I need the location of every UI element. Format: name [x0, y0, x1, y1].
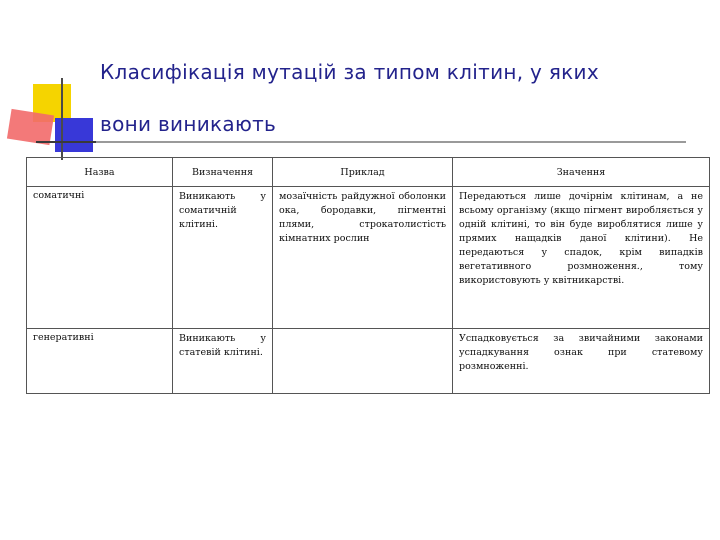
header-example: Приклад: [273, 158, 453, 187]
decor-horizontal-line-dark: [36, 141, 96, 143]
cell-definition: Виникають у статевій клітині.: [173, 329, 273, 394]
slide-title: [100, 46, 700, 150]
table-header-row: [27, 158, 710, 187]
cell-example: мозаїчність райдужної оболонки ока, бородавки, пігментні плями, строкатолистість кімнатних рослин: [273, 187, 453, 329]
slide-title-line2: вони виникають: [100, 112, 277, 136]
cell-definition: Виникають у соматичній клітині.: [173, 187, 273, 329]
mutation-classification-table: [26, 157, 710, 394]
cell-example: [273, 329, 453, 394]
table-row: [27, 187, 710, 329]
slide-title-line1: Класифікація мутацій за типом клітин, у яких: [100, 60, 599, 84]
cell-significance: Передаються лише дочірнім клітинам, а не всьому організму (якщо пігмент виробляється у одній клітині, то він буде вироблятися лише у прямих нащадків даної клітини). Не передаються у спадок, крім випадків вегетативного розмноження., тому використовують у квітникарстві.: [453, 187, 710, 329]
decor-vertical-line: [61, 78, 63, 160]
header-name: Назва: [27, 158, 173, 187]
decor-red-square: [7, 109, 54, 145]
header-significance: Значення: [453, 158, 710, 187]
header-definition: Визначення: [173, 158, 273, 187]
table-row: [27, 329, 710, 394]
cell-name: генеративні: [27, 329, 173, 394]
cell-name: соматичні: [27, 187, 173, 329]
cell-significance: Успадковується за звичайними законами успадкування ознак при статевому розмноженні.: [453, 329, 710, 394]
